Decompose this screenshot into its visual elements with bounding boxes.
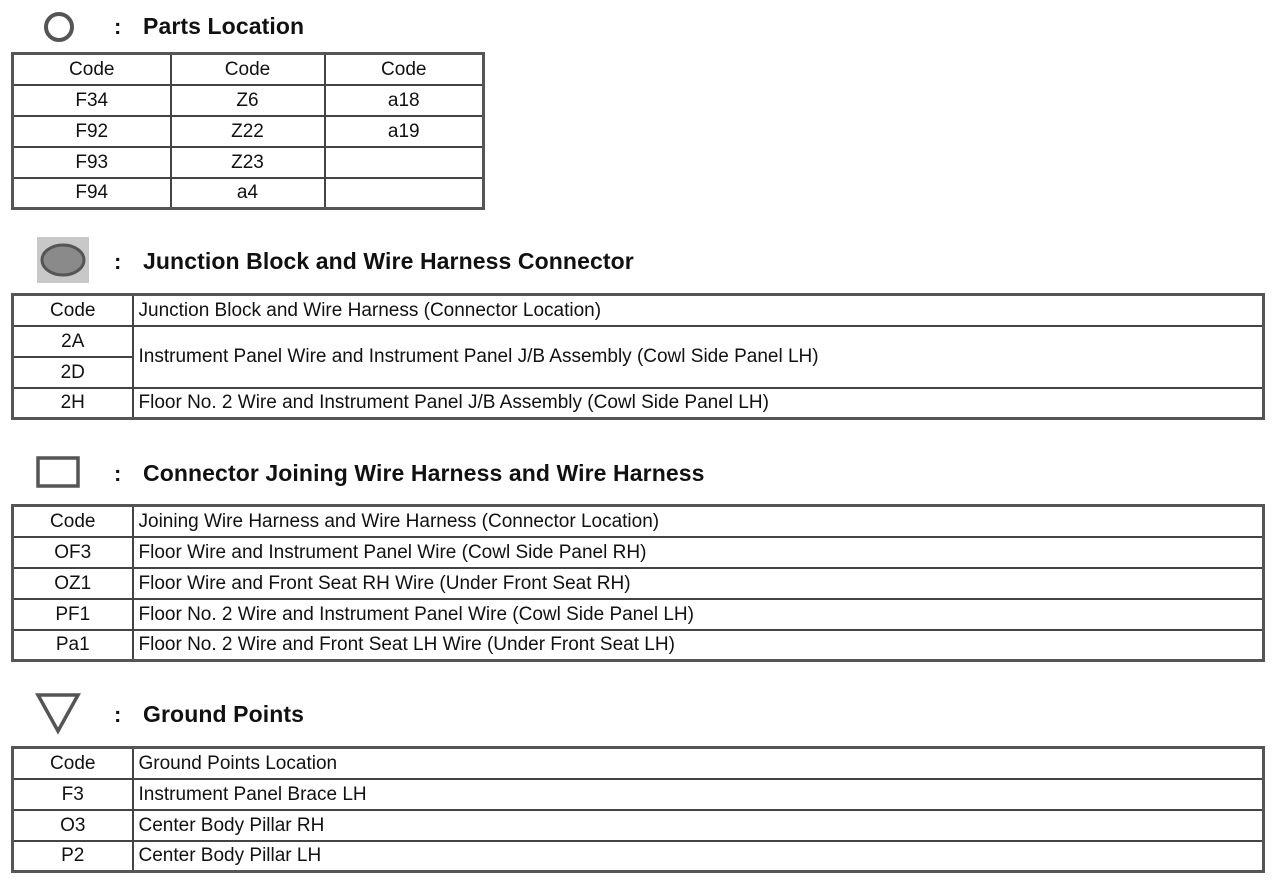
table-cell: Instrument Panel Brace LH — [133, 779, 1264, 810]
table-row — [13, 568, 1264, 599]
colon: : — [114, 249, 122, 274]
table-row — [13, 810, 1264, 841]
table-row — [13, 599, 1264, 630]
column-header: Code — [13, 506, 133, 537]
column-header: Code — [13, 748, 133, 779]
column-header: Code — [13, 54, 171, 85]
table-cell: 2A — [13, 326, 133, 357]
table-cell: a19 — [325, 116, 484, 147]
colon: : — [114, 461, 122, 486]
table-cell: Pa1 — [13, 630, 133, 661]
table-cell: a4 — [171, 178, 325, 209]
table-cell: Floor Wire and Front Seat RH Wire (Under Front Seat RH) — [133, 568, 1264, 599]
junction-block-table — [11, 293, 1265, 420]
table-row — [13, 85, 484, 116]
table-cell: PF1 — [13, 599, 133, 630]
table-row — [13, 116, 484, 147]
column-header: Joining Wire Harness and Wire Harness (Connector Location) — [133, 506, 1264, 537]
section-title: Ground Points — [143, 701, 305, 727]
shaded-oval-icon — [36, 236, 90, 284]
table-row — [13, 178, 484, 209]
rectangle-icon — [36, 456, 80, 488]
table-cell: 2H — [13, 388, 133, 419]
table-row — [13, 630, 1264, 661]
column-header: Code — [171, 54, 325, 85]
table-cell: O3 — [13, 810, 133, 841]
column-header: Ground Points Location — [133, 748, 1264, 779]
parts-location-table — [11, 52, 485, 210]
joining-connector-header — [0, 452, 1270, 492]
table-cell: F93 — [13, 147, 171, 178]
circle-icon — [42, 10, 76, 44]
table-cell: Z22 — [171, 116, 325, 147]
table-cell — [325, 147, 484, 178]
table-cell: Floor Wire and Instrument Panel Wire (Cowl Side Panel RH) — [133, 537, 1264, 568]
triangle-down-icon — [34, 691, 82, 735]
table-cell: Floor No. 2 Wire and Instrument Panel Wire (Cowl Side Panel LH) — [133, 599, 1264, 630]
table-cell: a18 — [325, 85, 484, 116]
section-title: Connector Joining Wire Harness and Wire Harness — [143, 460, 705, 486]
parts-location-header — [0, 6, 1270, 46]
column-header: Code — [325, 54, 484, 85]
table-row — [13, 388, 1264, 419]
table-row — [13, 326, 1264, 357]
table-row — [13, 147, 484, 178]
table-cell: Instrument Panel Wire and Instrument Panel J/B Assembly (Cowl Side Panel LH) — [133, 326, 1264, 388]
table-cell: OZ1 — [13, 568, 133, 599]
junction-block-header — [0, 240, 1270, 280]
section-title: Junction Block and Wire Harness Connector — [143, 248, 634, 274]
table-row — [13, 537, 1264, 568]
column-header: Code — [13, 295, 133, 326]
table-cell — [325, 178, 484, 209]
table-cell: F3 — [13, 779, 133, 810]
joining-connector-table — [11, 504, 1265, 662]
table-cell: Center Body Pillar LH — [133, 841, 1264, 872]
table-cell: Floor No. 2 Wire and Instrument Panel J/B Assembly (Cowl Side Panel LH) — [133, 388, 1264, 419]
table-cell: Center Body Pillar RH — [133, 810, 1264, 841]
colon: : — [114, 702, 122, 727]
table-cell: 2D — [13, 357, 133, 388]
ground-points-header — [0, 693, 1270, 733]
table-cell: P2 — [13, 841, 133, 872]
section-title: Parts Location — [143, 13, 305, 39]
table-row — [13, 841, 1264, 872]
table-cell: Z23 — [171, 147, 325, 178]
table-cell: OF3 — [13, 537, 133, 568]
ground-points-table — [11, 746, 1265, 873]
colon: : — [114, 14, 122, 39]
table-cell: F34 — [13, 85, 171, 116]
table-cell: Z6 — [171, 85, 325, 116]
table-row — [13, 779, 1264, 810]
table-cell: F92 — [13, 116, 171, 147]
column-header: Junction Block and Wire Harness (Connector Location) — [133, 295, 1264, 326]
table-cell: Floor No. 2 Wire and Front Seat LH Wire (Under Front Seat LH) — [133, 630, 1264, 661]
table-cell: F94 — [13, 178, 171, 209]
